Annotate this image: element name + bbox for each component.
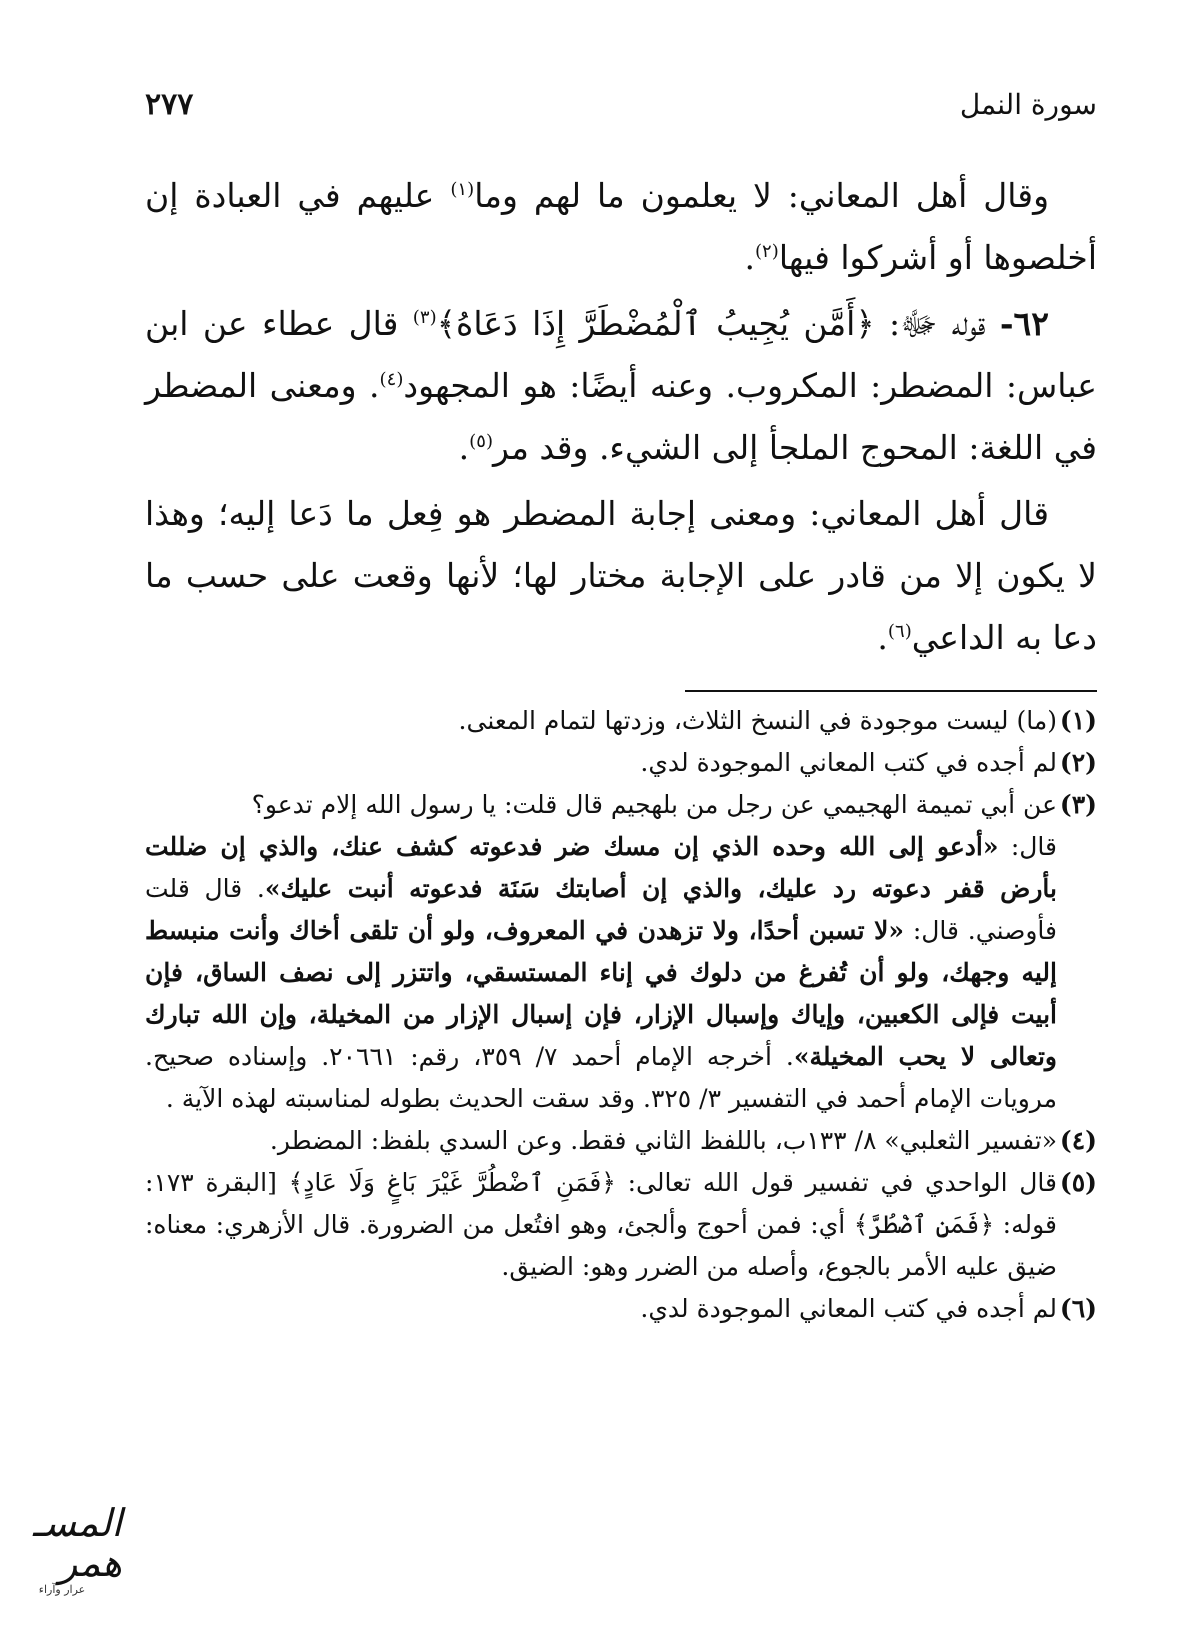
footnote-3 [145, 784, 1097, 1120]
verse-number: ٦٢- [999, 304, 1049, 343]
p2-end: . [458, 428, 470, 467]
quran-quote: ﴿فَمَنِ ٱضْطُرَّ غَيْرَ بَاغٍ وَلَا عَادٍ﴾ [288, 1168, 616, 1197]
logo-subtext: عرار وآراء [38, 1583, 86, 1596]
footnote-number: (٦) [1059, 1294, 1097, 1323]
footnote-6 [145, 1288, 1097, 1330]
p1-text-2: عليهم في العبادة إن أخلصوها أو أشركوا فيها [145, 176, 1097, 277]
footnote-text: «تفسير الثعلبي» ٨/ ١٣٣ب، باللفظ الثاني فقط. وعن السدي بلفظ: المضطر. [269, 1126, 1057, 1155]
page-number: ٢٧٧ [145, 86, 194, 122]
footnote-source: . أخرجه الإمام أحمد ٧/ ٣٥٩، رقم: ٢٠٦٦١. وإسناده صحيح. مرويات الإمام أحمد في التفسير ٣/ ٣٢٥. وقد سقت الحديث بطوله لمناسبته لهذه الآية . [145, 1042, 1057, 1113]
page-header [145, 82, 1097, 126]
footnotes [145, 700, 1097, 1330]
footnote-body [145, 1162, 1057, 1288]
footnote-text: لم أجده في كتب المعاني الموجودة لدي. [640, 1294, 1057, 1323]
footnote-2 [145, 742, 1097, 784]
hadith-text-1: «أدعو إلى الله وحده الذي إن مسك ضر فدعوته كشف عنك، والذي إن ضللت بأرض قفر دعوته رد عليك، والذي إن أصابتك سَنَة فدعوته أنبت عليك» [145, 832, 1057, 903]
hadith-text-2: «لا تسبن أحدًا، ولا تزهدن في المعروف، ولو أن تلقى أخاك وأنت منبسط إليه وجهك، ولو أن تُفرغ من دلوك في إناء المستسقي، واتتزر إلى نصف الساق، فإن أبيت فإلى الكعبين، وإياك وإسبال الإزار، فإن إسبال الإزار من المخيلة، وإن الله تبارك وتعالى لا يحب المخيلة» [145, 916, 1057, 1071]
p3-text: قال أهل المعاني: ومعنى إجابة المضطر هو فِعل ما دَعا إليه؛ وهذا لا يكون إلا من قادر على الإجابة مختار لها؛ لأنها وقعت على حسب ما دعا به الداعي [145, 494, 1097, 657]
p2-intro: قوله ﷻ: [874, 304, 1000, 343]
p2-text-2: . ومعنى المضطر في اللغة: المحوج الملجأ إلى الشيء. وقد مر [145, 366, 1097, 467]
footnote-number: (٤) [1059, 1126, 1097, 1155]
footnote-body [145, 784, 1057, 1120]
footnote-say: قال: [998, 832, 1057, 861]
quran-quote: ﴿أَمَّن يُجِيبُ ٱلْمُضْطَرَّ إِذَا دَعَاهُ﴾ [436, 304, 875, 343]
main-text [145, 165, 1097, 673]
footnote-text: لم أجده في كتب المعاني الموجودة لدي. [640, 748, 1057, 777]
footnote-5 [145, 1162, 1097, 1288]
footnote-number: (٢) [1059, 748, 1097, 777]
footnote-line-1: عن أبي تميمة الهجيمي عن رجل من بلهجيم قال قلت: يا رسول الله إلام تدعو؟ [251, 790, 1057, 819]
footnote-ref-2[interactable]: (٢) [754, 241, 779, 262]
logo-mark: المسـ همر [32, 1501, 122, 1585]
footnote-text-2: [البقرة ١٧٣: قوله: [145, 1168, 1057, 1239]
paragraph-2 [145, 293, 1097, 479]
footnote-ref-5[interactable]: (٥) [469, 431, 494, 452]
publisher-logo [2, 1501, 122, 1596]
footnote-number: (٥) [1059, 1168, 1097, 1197]
footnote-ref-4[interactable]: (٤) [379, 369, 404, 390]
footnote-number: (١) [1059, 706, 1097, 735]
footnote-text-3: أي: فمن أحوج وألجئ، وهو افتُعل من الضرورة. قال الأزهري: معناه: ضيق عليه الأمر بالجوع، وأصله من الضرر وهو: الضيق. [145, 1210, 1057, 1281]
quran-quote: ﴿فَمَنِ ٱضْطُرَّ﴾ [853, 1210, 995, 1239]
footnote-text-1: قال الواحدي في تفسير قول الله تعالى: [615, 1168, 1058, 1197]
footnote-number: (٣) [1059, 790, 1097, 819]
paragraph-1 [145, 165, 1097, 289]
footnote-divider [685, 690, 1097, 692]
p1-text: وقال أهل المعاني: لا يعلمون ما لهم وما [474, 176, 1050, 215]
surah-name: سورة النمل [959, 87, 1097, 121]
footnote-mid: . قال قلت فأوصني. قال: [145, 874, 1058, 945]
p1-end: . [744, 238, 755, 277]
footnote-ref-3[interactable]: (٣) [412, 307, 437, 328]
footnote-text: (ما) ليست موجودة في النسخ الثلاث، وزدتها لتمام المعنى. [458, 706, 1057, 735]
footnote-4 [145, 1120, 1097, 1162]
p2-text-1: قال عطاء عن ابن عباس: المضطر: المكروب. وعنه أيضًا: هو المجهود [145, 304, 1097, 405]
paragraph-3 [145, 483, 1097, 669]
p3-end: . [877, 618, 888, 657]
footnote-ref-1[interactable]: (١) [450, 179, 475, 200]
footnote-1 [145, 700, 1097, 742]
footnote-ref-6[interactable]: (٦) [887, 621, 912, 642]
